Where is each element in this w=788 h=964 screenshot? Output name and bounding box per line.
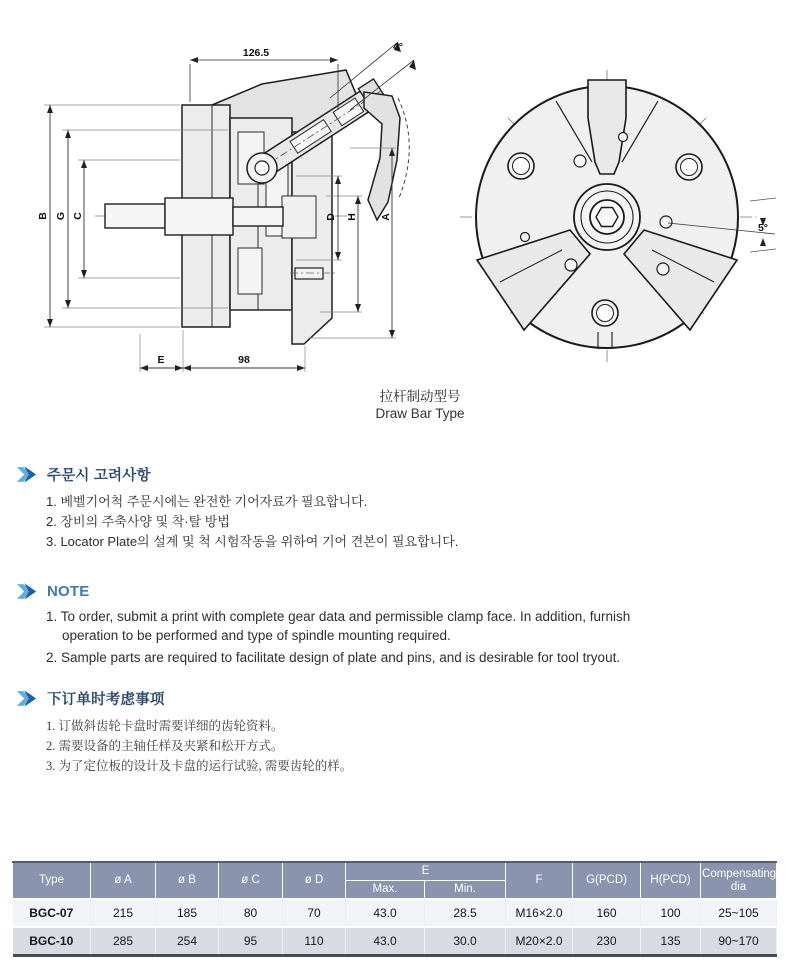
- cell-dia-d: 110: [283, 927, 346, 956]
- cell-compensating-dia: 25~105: [701, 899, 777, 927]
- caption-english: Draw Bar Type: [375, 406, 465, 421]
- drawing-caption: [300, 388, 540, 422]
- list-item: 1. 베벨기어척 주문시에는 완전한 기어자료가 필요합니다.: [46, 494, 368, 509]
- header-e-max: Max.: [346, 881, 425, 900]
- section-note: [16, 583, 772, 670]
- cell-f: M20×2.0: [506, 927, 573, 956]
- cell-dia-c: 95: [219, 927, 283, 956]
- header-e: E: [346, 862, 506, 881]
- technical-drawings: [0, 0, 788, 440]
- header-f: F: [506, 862, 573, 899]
- section-title: NOTE: [47, 583, 90, 600]
- table-row: [13, 927, 777, 956]
- cell-e-min: 28.5: [425, 899, 506, 927]
- list-item: 1. 订做斜齿轮卡盘时需要详细的齿轮资料。: [46, 719, 284, 733]
- cell-g-pcd: 230: [573, 927, 641, 956]
- list-item: 3. Locator Plate의 설계 및 척 시험작동을 위하여 기어 견본이 필요합니다.: [46, 534, 459, 549]
- cell-type: BGC-07: [13, 899, 91, 927]
- header-dia-c: ø C: [219, 862, 283, 899]
- list-item: 2. 장비의 주축사양 및 착·탈 방법: [46, 514, 230, 529]
- header-h-pcd: H(PCD): [641, 862, 701, 899]
- header-dia-a: ø A: [91, 862, 156, 899]
- front-view-drawing: [460, 70, 776, 364]
- dim-label-angle-5: 5°: [757, 222, 769, 234]
- section-items: [46, 607, 772, 667]
- table-row: [13, 899, 777, 927]
- dim-label-G: G: [55, 211, 67, 221]
- header-dia-b: ø B: [156, 862, 219, 899]
- list-item: 1. To order, submit a print with complete gear data and permissible clamp face. In addition, furnish operation to be performed and type of spindle mounting required.: [46, 609, 631, 643]
- chevron-arrow-icon: [16, 466, 38, 483]
- header-e-min: Min.: [425, 881, 506, 900]
- header-g-pcd: G(PCD): [573, 862, 641, 899]
- header-dia-d: ø D: [283, 862, 346, 899]
- header-type: Type: [13, 862, 91, 899]
- cell-e-min: 30.0: [425, 927, 506, 956]
- section-items: [46, 716, 772, 776]
- cell-h-pcd: 100: [641, 899, 701, 927]
- section-items: [46, 492, 772, 552]
- cell-f: M16×2.0: [506, 899, 573, 927]
- chevron-arrow-icon: [16, 690, 38, 707]
- cell-dia-d: 70: [283, 899, 346, 927]
- cell-e-max: 43.0: [346, 899, 425, 927]
- section-title: 주문시 고려사항: [47, 468, 151, 484]
- caption-chinese: 拉杆制动型号: [379, 389, 461, 404]
- cell-h-pcd: 135: [641, 927, 701, 956]
- dim-label-H: H: [346, 213, 358, 221]
- section-header: [16, 583, 772, 600]
- cell-e-max: 43.0: [346, 927, 425, 956]
- dim-label-angle-4: 4°: [392, 41, 404, 53]
- list-item: 3. 为了定位板的设计及卡盘的运行试验, 需要齿轮的样。: [46, 759, 353, 773]
- section-korean-notes: [16, 464, 772, 552]
- cell-dia-c: 80: [219, 899, 283, 927]
- cell-dia-a: 285: [91, 927, 156, 956]
- dim-label-C: C: [72, 212, 84, 220]
- cell-dia-a: 215: [91, 899, 156, 927]
- section-chinese-notes: [16, 688, 772, 776]
- dim-label-D: D: [325, 213, 337, 221]
- cell-dia-b: 254: [156, 927, 219, 956]
- section-title: 下订单时考虑事项: [47, 692, 165, 708]
- header-compensating-dia: Compensating dia: [701, 862, 777, 899]
- cell-compensating-dia: 90~170: [701, 927, 777, 956]
- section-header: [16, 688, 772, 709]
- dim-label-A: A: [380, 213, 392, 221]
- cell-type: BGC-10: [13, 927, 91, 956]
- chevron-arrow-icon: [16, 583, 38, 600]
- list-item: 2. 需要设备的主轴任样及夹紧和松开方式。: [46, 739, 284, 753]
- dim-label-width-top: 126.5: [242, 47, 270, 59]
- dim-label-B: B: [37, 212, 49, 220]
- list-item: 2. Sample parts are required to facilitate design of plate and pins, and is desirable for tool tryout.: [46, 650, 621, 665]
- spec-table: [12, 861, 777, 957]
- section-header: [16, 464, 772, 485]
- cell-g-pcd: 160: [573, 899, 641, 927]
- dim-label-E: E: [157, 354, 165, 366]
- cell-dia-b: 185: [156, 899, 219, 927]
- dim-label-98: 98: [238, 354, 250, 366]
- side-view-drawing: [37, 41, 416, 372]
